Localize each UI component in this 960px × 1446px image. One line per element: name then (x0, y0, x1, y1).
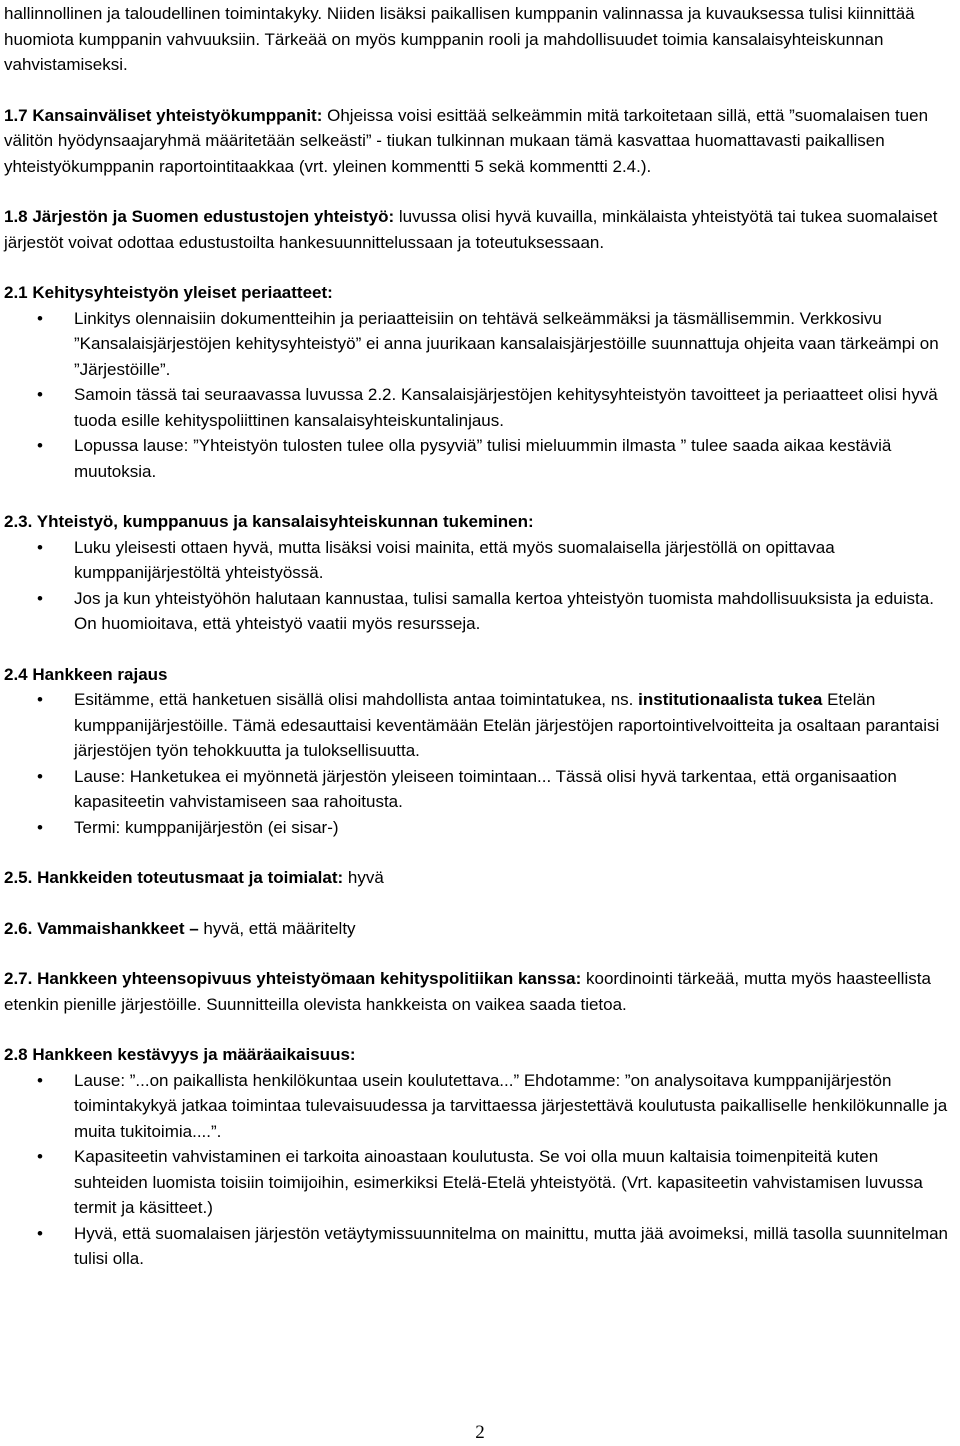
list-item: • Termi: kumppanijärjestön (ei sisar-) (4, 815, 956, 841)
section-1-7-text: Ohjeissa voisi esittää selkeämmin mitä tarkoitetaan sillä, että ”suomalaisen tuen välitön hyödynsaajaryhmä määritetään selkeästi” - tiukan tulkinnan mukaan tämä kasvattaa huomattavasti paikallisen yhteistyökumppanin raportointitaakkaa (vrt. yleinen kommentti 5 sekä kommentti 2.4.). (4, 105, 929, 176)
section-2-6-title: 2.6. Vammaishankkeet (4, 918, 185, 938)
bullet-icon: • (37, 1147, 43, 1166)
bullet-icon: • (37, 766, 43, 786)
page-number: 2 (475, 1422, 485, 1443)
list-item: • Linkitys olennaisiin dokumentteihin ja periaatteisiin on tehtävä selkeämmäksi ja täsmällisemmin. Verkkosivu ”Kansalaisjärjestöjen kehitysyhteistyö” ei anna juurikaan kansalaisjärjestöille suunnattuja ohjeita vaan tärkeämpi on ”Järjestöille”. (4, 306, 956, 383)
intro-paragraph: hallinnollinen ja taloudellinen toimintakyky. Niiden lisäksi paikallisen kumppanin valinnassa ja kuvauksessa tulisi kiinnittää huomiota kumppanin vahvuuksiin. Tärkeää on myös kumppanin rooli ja mahdollisuudet toimia kansalaisyhteiskunnan vahvistamiseksi. (4, 4, 915, 74)
list-item: • Hyvä, että suomalaisen järjestön vetäytymissuunnitelma on mainittu, mutta jää avoimeksi, millä tasolla suunnitelman tulisi olla. (4, 1221, 956, 1272)
section-2-6-dash: – (184, 918, 199, 938)
section-2-3-list (4, 535, 956, 637)
bullet-icon: • (37, 436, 43, 455)
section-2-8-title: 2.8 Hankkeen kestävyys ja määräaikaisuus: (4, 1045, 356, 1064)
bullet-icon: • (37, 537, 43, 557)
list-item: • Kapasiteetin vahvistaminen ei tarkoita ainoastaan koulutusta. Se voi olla muun kaltaisia toimenpiteitä kuten suhteiden luomista toisiin toimijoihin, esimerkiksi Etelä-Etelä yhteistyötä. (Vrt. kapasiteetin vahvistamisen luvussa termit ja käsitteet.) (4, 1144, 956, 1221)
section-1-7 (4, 103, 956, 180)
section-2-7-title: 2.7. Hankkeen yhteensopivuus yhteistyömaan kehityspolitiikan kanssa: (4, 969, 582, 988)
section-2-3 (4, 509, 956, 637)
section-2-8 (4, 1042, 956, 1272)
section-2-5 (4, 865, 956, 891)
section-2-4-title: 2.4 Hankkeen rajaus (4, 664, 168, 684)
section-2-1 (4, 280, 956, 484)
section-1-7-title: 1.7 Kansainväliset yhteistyökumppanit: (4, 105, 323, 125)
list-item: • Lause: ”...on paikallista henkilökuntaa usein koulutettava...” Ehdotamme: ”on analysoitava kumppanijärjestön toimintakykyä jatkaa toimintaa tulevaisuudessa ja tarvittaessa järjestettävä koulutusta paikalliselle henkilökunnalle ja muita tukitoimia....”. (4, 1068, 956, 1145)
bullet-icon: • (37, 308, 43, 328)
section-2-6 (4, 916, 956, 942)
list-item: • Lopussa lause: ”Yhteistyön tulosten tulee olla pysyviä” tulisi mieluummin ilmasta ” tulee saada aikaa kestäviä muutoksia. (4, 433, 956, 484)
document-page (4, 1, 956, 1272)
list-item: • Jos ja kun yhteistyöhön halutaan kannustaa, tulisi samalla kertoa yhteistyön tuomista mahdollisuuksista ja eduista. On huomioitava, että yhteistyö vaatii myös resursseja. (4, 586, 956, 637)
section-2-5-text: hyvä (343, 868, 384, 887)
section-2-1-list (4, 306, 956, 485)
list-item: • Lause: Hanketukea ei myönnetä järjestön yleiseen toimintaan... Tässä olisi hyvä tarkentaa, että organisaation kapasiteetin vahvistamiseen saa rahoitusta. (4, 764, 956, 815)
section-2-3-title: 2.3. Yhteistyö, kumppanuus ja kansalaisyhteiskunnan tukeminen: (4, 512, 534, 531)
section-1-8-text: luvussa olisi hyvä kuvailla, minkälaista yhteistyötä tai tukea suomalaiset järjestöt voivat odottaa edustustoilta hankesuunnittelussaan ja toteutuksessaan. (4, 207, 938, 252)
bullet-icon: • (37, 1070, 43, 1090)
section-2-7-text: koordinointi tärkeää, mutta myös haasteellista etenkin pienille järjestöille. Suunnitteilla olevista hankkeista on vaikea saada tietoa. (4, 969, 931, 1014)
section-2-4 (4, 662, 956, 841)
section-2-4-list (4, 687, 956, 840)
section-1-8-title: 1.8 Järjestön ja Suomen edustustojen yhteistyö: (4, 207, 395, 226)
section-2-1-title: 2.1 Kehitysyhteistyön yleiset periaatteet: (4, 283, 333, 302)
section-2-5-title: 2.5. Hankkeiden toteutusmaat ja toimialat: (4, 868, 344, 887)
list-item: • Luku yleisesti ottaen hyvä, mutta lisäksi voisi mainita, että myös suomalaisella järjestöllä on opittavaa kumppanijärjestöltä yhteistyössä. (4, 535, 956, 586)
section-1-8 (4, 204, 956, 255)
section-2-6-text: hyvä, että määritelty (198, 918, 356, 938)
bullet-icon: • (37, 690, 43, 709)
list-item: • Samoin tässä tai seuraavassa luvussa 2.2. Kansalaisjärjestöjen kehitysyhteistyön tavoitteet ja periaatteet olisi hyvä tuoda esille kehityspoliittinen kansalaisyhteiskuntalinjaus. (4, 382, 956, 433)
list-item: • Esitämme, että hanketuen sisällä olisi mahdollista antaa toimintatukea, ns. institutionaalista tukea Etelän kumppanijärjestöille. Tämä edesauttaisi keventämään Etelän järjestöjen raportointivelvoitteita ja osaltaan parantaisi järjestöjen työn tehokkuutta ja tuloksellisuutta. (4, 687, 956, 764)
bullet-icon: • (37, 817, 43, 837)
section-2-7 (4, 966, 956, 1017)
bullet-icon: • (37, 1223, 43, 1243)
bullet-icon: • (37, 588, 43, 608)
emphasis-text: institutionaalista tukea (638, 690, 823, 709)
section-2-8-list (4, 1068, 956, 1272)
bullet-icon: • (37, 385, 43, 404)
